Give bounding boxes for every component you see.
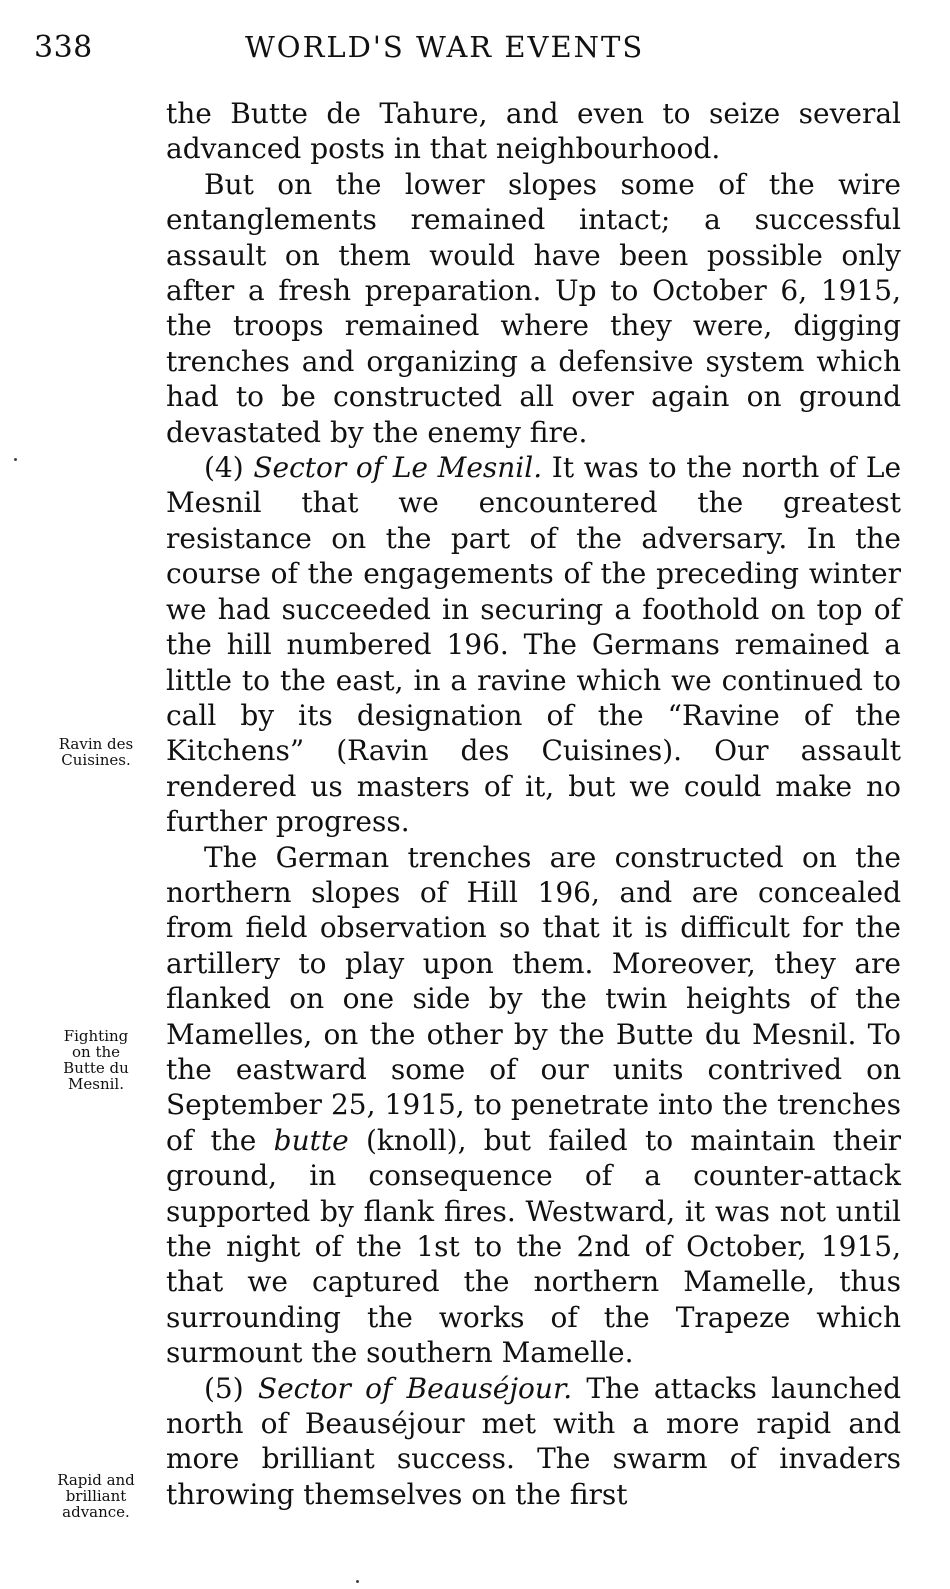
sidenote-line: brilliant bbox=[65, 1487, 127, 1505]
sidenote-line: on the bbox=[71, 1043, 121, 1061]
paragraph-4-text-a: The German trenches are constructed on the northern slopes of Hill 196, and are concealed from field observation so that it is difficult for the artillery to play upon them. Moreover, they are flanked on one side by the twin heights of the Mamelles, on the other by the Butte du Mesnil. To the eastward some of our units contrived on September 25, 1915, to penetrate into the trenches of the bbox=[166, 840, 901, 1157]
paragraph-1: the Butte de Tahure, and even to seize several advanced posts in that neighbourhood. bbox=[166, 97, 901, 166]
section-number-4: (4) bbox=[204, 451, 244, 485]
sidenote-line: Cuisines. bbox=[61, 751, 131, 769]
section-heading-beausejour: Sector of Beauséjour. bbox=[257, 1371, 573, 1405]
paragraph-3 bbox=[166, 450, 901, 839]
section-heading-le-mesnil: Sector of Le Mesnil. bbox=[253, 451, 543, 485]
sidenote-ravin-des-cuisines bbox=[36, 736, 156, 768]
paragraph-4-text-b: (knoll), but failed to maintain their ground, in consequence of a counter-attack supported by flank fires. Westward, it was not until the night of the 1st to the 2nd of October, 1915, that we captured the northern Mamelle, thus surrounding the works of the Trapeze which surmount the southern Mamelle. bbox=[166, 1123, 901, 1370]
italic-word-butte: butte bbox=[273, 1123, 349, 1157]
running-title: WORLD'S WAR EVENTS bbox=[245, 30, 645, 64]
paragraph-3-text: It was to the north of Le Mesnil that we encountered the greatest resistance on the part of the adversary. In the course of the engagements of the preceding winter we had succeeded in securing a foothold on top of the hill numbered 196. The Germans remained a little to the east, in a ravine which we continued to call by its designation of the “Ravine of the Kitchens” (Ravin des Cuisines). Our assault rendered us masters of it, but we could make no further progress. bbox=[166, 451, 902, 839]
paragraph-2: But on the lower slopes some of the wire entanglements remained intact; a successful assault on them would have been possible only after a fresh preparation. Up to October 6, 1915, the troops remained where they were, digging trenches and organizing a defensive system which had to be constructed all over again on ground devastated by the enemy fire. bbox=[166, 167, 901, 449]
sidenote-rapid-brilliant-advance bbox=[36, 1472, 156, 1520]
scan-speck bbox=[14, 458, 17, 461]
paragraph-5 bbox=[166, 1371, 901, 1513]
body-text bbox=[166, 96, 901, 1512]
sidenote-line: Ravin des bbox=[58, 735, 134, 753]
section-number-5: (5) bbox=[204, 1371, 244, 1405]
page-number: 338 bbox=[34, 30, 93, 65]
sidenote-fighting-butte-du-mesnil bbox=[36, 1028, 156, 1092]
sidenote-line: Rapid and bbox=[57, 1471, 135, 1489]
sidenote-line: Butte du bbox=[63, 1059, 129, 1077]
paragraph-4 bbox=[166, 840, 901, 1371]
paragraph-5-text: The attacks launched north of Beauséjour met with a more rapid and more brilliant success. The swarm of invaders throwing themselves on the first bbox=[166, 1371, 902, 1511]
sidenote-line: Mesnil. bbox=[68, 1075, 124, 1093]
sidenote-line: advance. bbox=[62, 1503, 130, 1521]
scan-speck bbox=[356, 1580, 359, 1583]
sidenote-line: Fighting bbox=[63, 1027, 129, 1045]
